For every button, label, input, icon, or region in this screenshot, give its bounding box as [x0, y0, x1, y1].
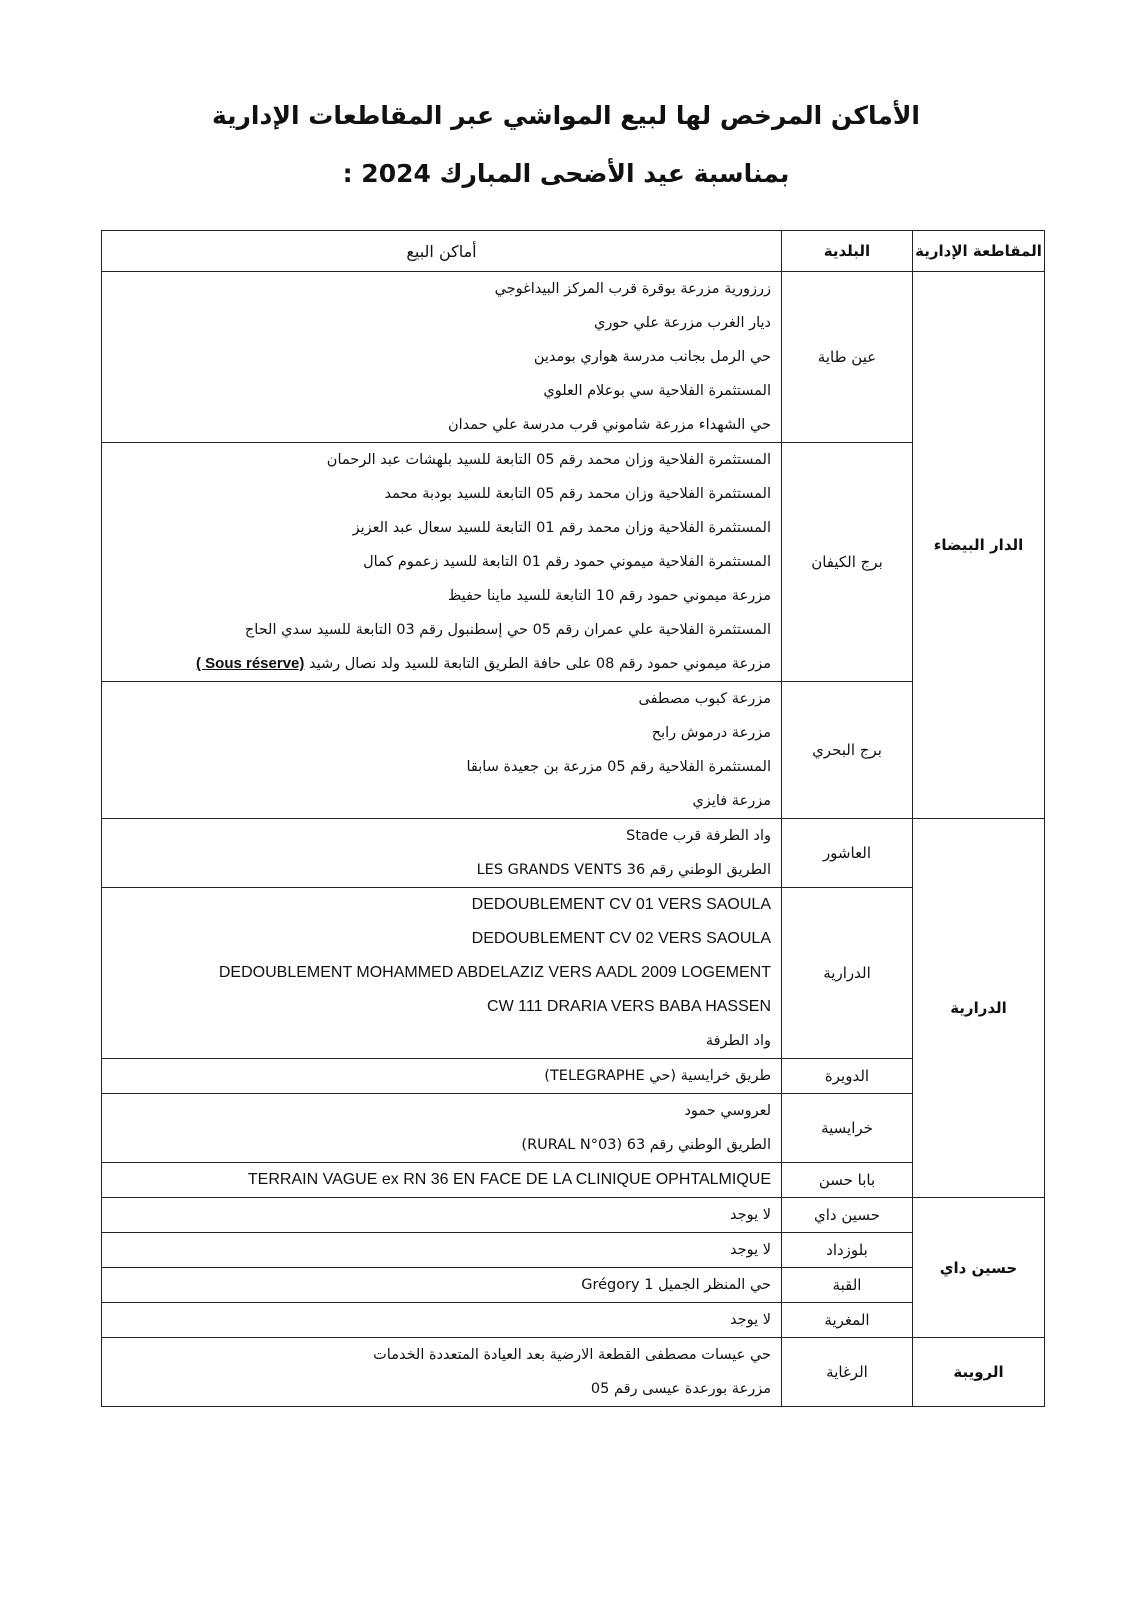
place-line: طريق خرايسية (حي TELEGRAPHE) — [544, 1068, 771, 1084]
document-subtitle: بمناسبة عيد الأضحى المبارك 2024 : — [342, 159, 790, 188]
places-cell — [102, 1303, 782, 1338]
places-cell — [102, 1163, 782, 1198]
commune-cell: حسين داي — [782, 1198, 913, 1233]
table-row — [102, 1338, 1045, 1407]
place-line: مزرعة كبوب مصطفى — [638, 691, 771, 707]
table-header-row — [102, 231, 1045, 272]
place-line: المستثمرة الفلاحية سي بوعلام العلوي — [543, 383, 771, 399]
place-line: مزرعة بورعدة عيسى رقم 05 — [590, 1381, 771, 1397]
places-cell — [102, 1094, 782, 1163]
place-line: DEDOUBLEMENT CV 01 VERS SAOULA — [471, 896, 771, 913]
table-row — [102, 682, 1045, 819]
document-title: الأماكن المرخص لها لبيع المواشي عبر المقاطعات الإدارية — [211, 101, 921, 130]
reserve-note: ( Sous réserve) — [196, 655, 305, 672]
places-cell — [102, 1338, 782, 1407]
table-row — [102, 1303, 1045, 1338]
commune-cell: القبة — [782, 1268, 913, 1303]
table-row — [102, 1233, 1045, 1268]
circonscription-cell: الدار البيضاء — [913, 272, 1045, 819]
commune-cell: الرغاية — [782, 1338, 913, 1407]
place-line: حي المنظر الجميل 1 Grégory — [581, 1277, 771, 1293]
table-row — [102, 443, 1045, 682]
place-line: المستثمرة الفلاحية وزان محمد رقم 05 التابعة للسيد بلهشات عبد الرحمان — [326, 452, 771, 468]
place-line: واد الطرفة قرب Stade — [626, 828, 771, 844]
sales-places-table — [101, 230, 1045, 1407]
commune-cell: بابا حسن — [782, 1163, 913, 1198]
commune-cell: برج الكيفان — [782, 443, 913, 682]
commune-cell: برج البحري — [782, 682, 913, 819]
place-line: TERRAIN VAGUE ex RN 36 EN FACE DE LA CLINIQUE OPHTALMIQUE — [247, 1171, 771, 1188]
commune-cell: الدويرة — [782, 1059, 913, 1094]
places-cell — [102, 682, 782, 819]
place-line — [108, 647, 771, 681]
table-row — [102, 1094, 1045, 1163]
table-row — [102, 272, 1045, 443]
place-line: DEDOUBLEMENT MOHAMMED ABDELAZIZ VERS AADL 2009 LOGEMENT — [218, 964, 771, 981]
places-cell — [102, 1268, 782, 1303]
place-line: المستثمرة الفلاحية ميموني حمود رقم 01 التابعة للسيد زعموم كمال — [363, 554, 771, 570]
place-line: لا يوجد — [730, 1207, 771, 1223]
place-line: مزرعة ميموني حمود رقم 10 التابعة للسيد ماينا حفيظ — [447, 588, 771, 604]
header-commune: البلدية — [782, 231, 913, 272]
header-places: أماكن البيع — [102, 231, 782, 272]
circonscription-cell: الدرارية — [913, 819, 1045, 1198]
table-row — [102, 888, 1045, 1059]
place-line: ديار الغرب مزرعة علي حوري — [594, 315, 771, 331]
place-line: زرزورية مزرعة بوقرة قرب المركز البيداغوجي — [494, 281, 771, 297]
place-line: لا يوجد — [730, 1312, 771, 1328]
circonscription-cell: حسين داي — [913, 1198, 1045, 1338]
place-line: CW 111 DRARIA VERS BABA HASSEN — [487, 998, 771, 1015]
place-text: مزرعة ميموني حمود رقم 08 على حافة الطريق التابعة للسيد ولد نصال رشيد — [309, 656, 771, 672]
place-line: لا يوجد — [730, 1242, 771, 1258]
commune-cell: عين طاية — [782, 272, 913, 443]
place-line: مزرعة فايزي — [692, 793, 771, 809]
places-cell — [102, 443, 782, 682]
places-cell — [102, 1198, 782, 1233]
table-row — [102, 819, 1045, 888]
place-line: الطريق الوطني رقم 36 LES GRANDS VENTS — [476, 862, 771, 878]
commune-cell: بلوزداد — [782, 1233, 913, 1268]
place-line: المستثمرة الفلاحية وزان محمد رقم 05 التابعة للسيد بودبة محمد — [384, 486, 771, 502]
place-line: لعروسي حمود — [684, 1103, 771, 1119]
places-cell — [102, 888, 782, 1059]
place-line: المستثمرة الفلاحية علي عمران رقم 05 حي إسطنبول رقم 03 التابعة للسيد سدي الحاج — [244, 622, 771, 638]
places-cell — [102, 1233, 782, 1268]
places-cell — [102, 272, 782, 443]
table-row — [102, 1268, 1045, 1303]
table-row — [102, 1198, 1045, 1233]
places-cell — [102, 819, 782, 888]
commune-cell: العاشور — [782, 819, 913, 888]
table-row — [102, 1059, 1045, 1094]
place-line: حي الرمل بجانب مدرسة هواري بومدين — [533, 349, 771, 365]
place-line: مزرعة درموش رابح — [651, 725, 771, 741]
table-row — [102, 1163, 1045, 1198]
place-line: حي الشهداء مزرعة شاموني قرب مدرسة علي حمدان — [447, 417, 771, 433]
header-circonscription: المقاطعة الإدارية — [913, 231, 1045, 272]
commune-cell: خرايسية — [782, 1094, 913, 1163]
place-line: الطريق الوطني رقم 63 (RURAL N°03) — [521, 1137, 771, 1153]
circonscription-cell: الرويبة — [913, 1338, 1045, 1407]
places-cell — [102, 1059, 782, 1094]
place-line: المستثمرة الفلاحية رقم 05 مزرعة بن جعيدة سابقا — [466, 759, 771, 775]
commune-cell: المغرية — [782, 1303, 913, 1338]
place-line: واد الطرفة — [705, 1033, 771, 1049]
commune-cell: الدرارية — [782, 888, 913, 1059]
place-line: DEDOUBLEMENT CV 02 VERS SAOULA — [471, 930, 771, 947]
place-line: حي عيسات مصطفى القطعة الارضية بعد العيادة المتعددة الخدمات — [373, 1347, 771, 1363]
place-line: المستثمرة الفلاحية وزان محمد رقم 01 التابعة للسيد سعال عبد العزيز — [352, 520, 771, 536]
